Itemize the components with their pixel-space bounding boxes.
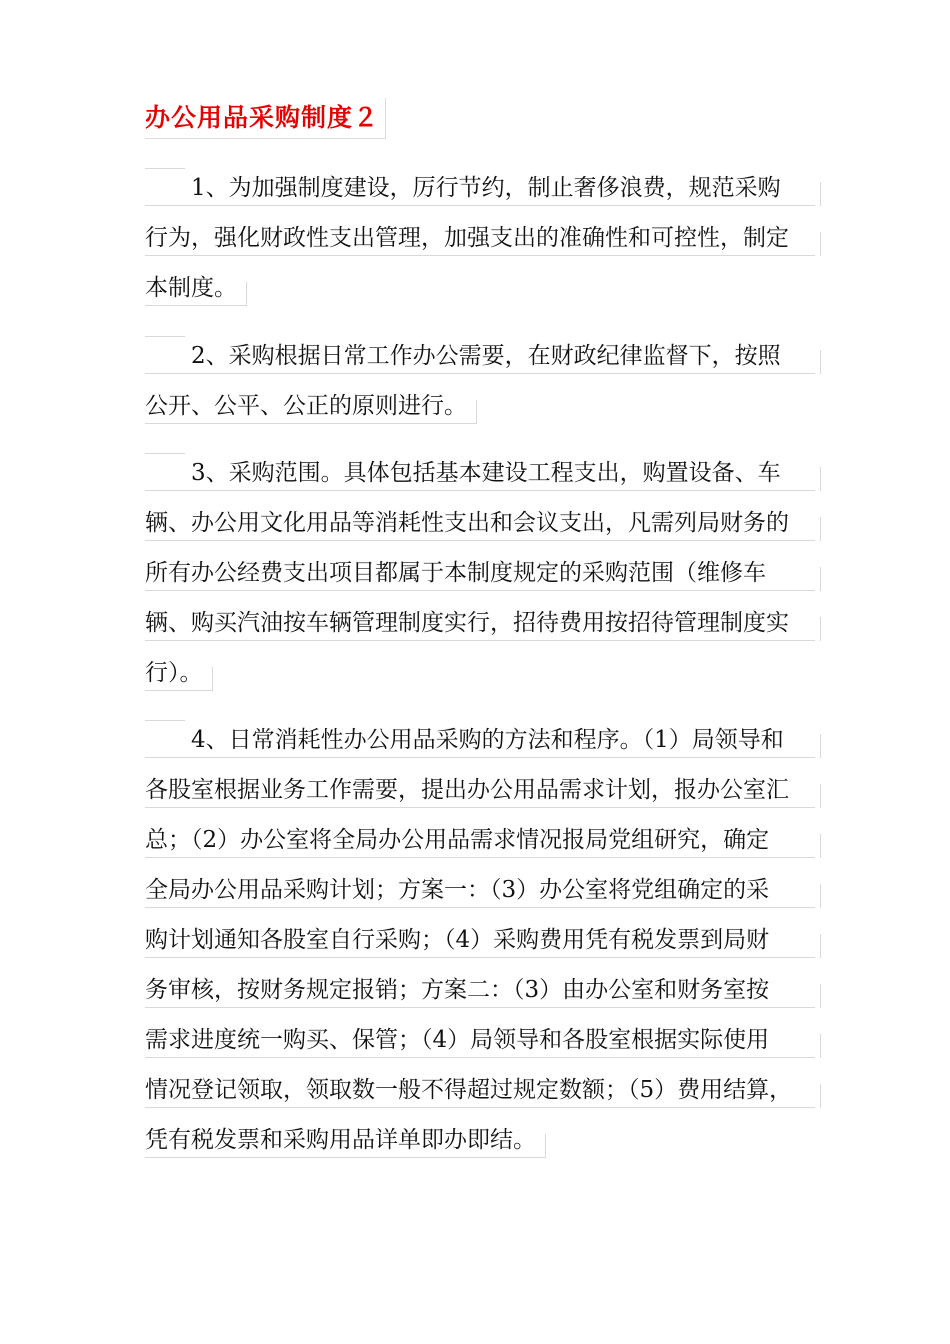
text-box-edge (820, 1084, 821, 1108)
text-box-edge (212, 667, 213, 691)
paragraph-line: 行为，强化财政性支出管理，加强支出的准确性和可控性，制定 (145, 214, 815, 264)
paragraph-line: 本制度。 (145, 264, 247, 314)
text-box-edge (820, 934, 821, 958)
paragraph-line: 辆、办公用文化用品等消耗性支出和会议支出，凡需列局财务的 (145, 499, 815, 549)
text-box-edge (820, 617, 821, 641)
paragraph-line: 全局办公用品采购计划；方案一：（3）办公室将党组确定的采 (145, 866, 815, 916)
paragraph-2 (145, 332, 815, 432)
text-box-edge (820, 1034, 821, 1058)
paragraph-line: 所有办公经费支出项目都属于本制度规定的采购范围（维修车 (145, 549, 815, 599)
paragraph-1 (145, 164, 815, 314)
text-box-edge (820, 467, 821, 491)
paragraph-line: 凭有税发票和采购用品详单即办即结。 (145, 1116, 546, 1166)
paragraph-line: 2、采购根据日常工作办公需要，在财政纪律监督下，按照 (145, 332, 815, 382)
text-box-edge (820, 232, 821, 256)
paragraph-line: 购计划通知各股室自行采购；（4）采购费用凭有税发票到局财 (145, 916, 815, 966)
text-box-edge (820, 182, 821, 206)
text-box-edge (820, 517, 821, 541)
paragraph-line: 1、为加强制度建设，厉行节约，制止奢侈浪费，规范采购 (145, 164, 815, 214)
text-box-edge (820, 567, 821, 591)
document-title: 办公用品采购制度２ (145, 98, 386, 139)
text-box-edge (545, 1134, 546, 1158)
text-box-edge (820, 350, 821, 374)
paragraph-line: 务审核，按财务规定报销；方案二：（3）由办公室和财务室按 (145, 966, 815, 1016)
text-box-edge (246, 282, 247, 306)
paragraph-4 (145, 716, 815, 1166)
paragraph-line: 公开、公平、公正的原则进行。 (145, 382, 477, 432)
text-box-edge (820, 884, 821, 908)
paragraph-line: 各股室根据业务工作需要，提出办公用品需求计划，报办公室汇 (145, 766, 815, 816)
text-box-edge (820, 984, 821, 1008)
paragraph-line: 辆、购买汽油按车辆管理制度实行，招待费用按招待管理制度实 (145, 599, 815, 649)
paragraph-line: 总；（2）办公室将全局办公用品需求情况报局党组研究，确定 (145, 816, 815, 866)
paragraph-line: 情况登记领取，领取数一般不得超过规定数额；（5）费用结算， (145, 1066, 815, 1116)
text-box-edge (820, 784, 821, 808)
paragraph-line: 3、采购范围。具体包括基本建设工程支出，购置设备、车 (145, 449, 815, 499)
text-box-edge (820, 834, 821, 858)
paragraph-line: 4、日常消耗性办公用品采购的方法和程序。（1）局领导和 (145, 716, 815, 766)
paragraph-line: 需求进度统一购买、保管；（4）局领导和各股室根据实际使用 (145, 1016, 815, 1066)
text-box-edge (820, 734, 821, 758)
paragraph-line: 行）。 (145, 649, 213, 699)
text-box-edge (476, 400, 477, 424)
paragraph-3 (145, 449, 815, 699)
